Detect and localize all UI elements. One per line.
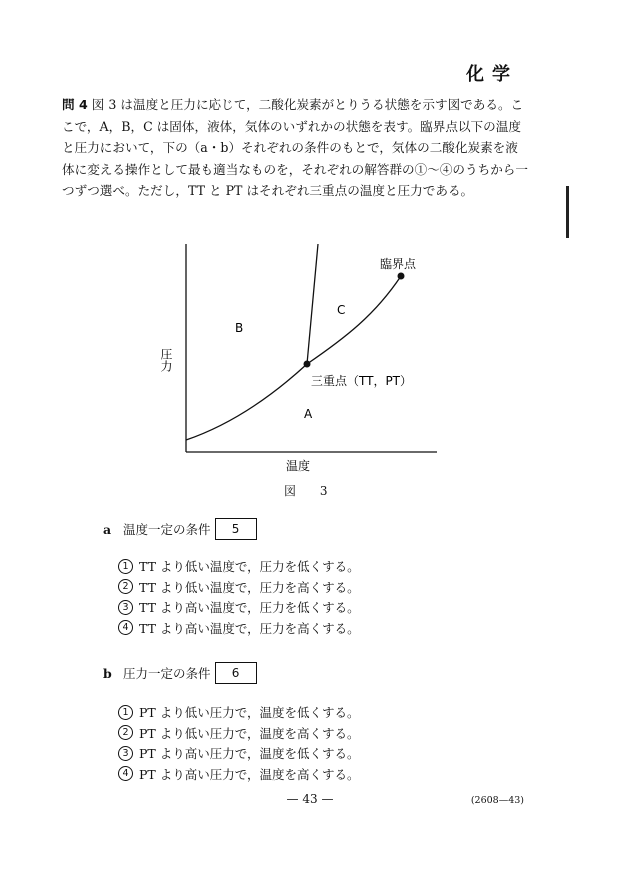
melting-line	[307, 244, 318, 364]
choice-b-4[interactable]	[118, 764, 359, 785]
sub-condition-a: 温度一定の条件	[123, 522, 211, 537]
page-number: — 43 —	[286, 792, 334, 806]
x-axis-label: 温度	[286, 459, 311, 473]
choice-number: 3	[118, 600, 133, 615]
sub-letter-a: a	[103, 521, 112, 537]
question-text: 図 3 は温度と圧力に応じて，二酸化炭素がとりうる状態を示す図である。ここで，A，B，C は固体，液体，気体のいずれかの状態を表す。臨界点以下の温度と圧力において，下の（a・b）それぞれの条件のもとで，気体の二酸化炭素を液体に変える操作として最も適当なものを，それぞれの解答群の①〜④のうちから一つずつ選べ。ただし，TT と PT はそれぞれ三重点の温度と圧力である。	[62, 97, 528, 198]
critical-point-marker	[398, 273, 405, 280]
critical-point-label: 臨界点	[380, 257, 417, 271]
region-label-b: B	[235, 321, 244, 335]
answer-box-6[interactable]: 6	[215, 662, 257, 684]
subject-title: 化学	[466, 64, 518, 85]
choice-text: PT より高い圧力で，温度を低くする。	[139, 746, 360, 762]
choice-text: TT より低い温度で，圧力を高くする。	[139, 579, 360, 595]
choice-text: PT より高い圧力で，温度を高くする。	[139, 766, 360, 782]
region-label-c: C	[337, 303, 346, 317]
choice-text: TT より高い温度で，圧力を高くする。	[139, 620, 360, 636]
choice-text: PT より低い圧力で，温度を高くする。	[139, 725, 360, 741]
y-axis-label: 圧力	[159, 348, 173, 372]
choice-number: 1	[118, 705, 133, 720]
y-axis-label-group	[159, 348, 173, 373]
figure-caption: 図 3	[284, 484, 338, 498]
vaporization-curve	[307, 276, 401, 364]
sublimation-curve	[186, 364, 307, 440]
sub-question-a-header	[103, 518, 257, 540]
choice-text: PT より低い圧力で，温度を低くする。	[139, 705, 360, 721]
choice-a-4[interactable]	[118, 618, 360, 639]
choice-number: 4	[118, 620, 133, 635]
choice-a-1[interactable]	[118, 556, 360, 577]
choice-number: 2	[118, 725, 133, 740]
choice-number: 2	[118, 579, 133, 594]
choice-number: 1	[118, 559, 133, 574]
sub-condition-b: 圧力一定の条件	[123, 666, 211, 681]
choice-number: 3	[118, 746, 133, 761]
triple-point-label: 三重点（TT，PT）	[311, 374, 413, 388]
choice-b-2[interactable]	[118, 723, 359, 744]
answer-box-5[interactable]: 5	[215, 518, 257, 540]
choice-b-1[interactable]	[118, 702, 359, 723]
choice-text: TT より低い温度で，圧力を低くする。	[139, 559, 360, 575]
choice-a-3[interactable]	[118, 597, 360, 618]
choice-number: 4	[118, 766, 133, 781]
triple-point-marker	[304, 361, 311, 368]
choice-a-2[interactable]	[118, 577, 360, 598]
sub-question-b-header	[103, 662, 257, 684]
region-label-a: A	[304, 407, 313, 421]
choice-b-3[interactable]	[118, 743, 359, 764]
choices-a	[118, 556, 360, 638]
sub-letter-b: b	[103, 665, 112, 681]
choice-text: TT より高い温度で，圧力を低くする。	[139, 600, 360, 616]
exam-code: (2608—43)	[470, 795, 524, 806]
choices-b	[118, 702, 359, 784]
question-label: 問 4	[62, 97, 88, 112]
